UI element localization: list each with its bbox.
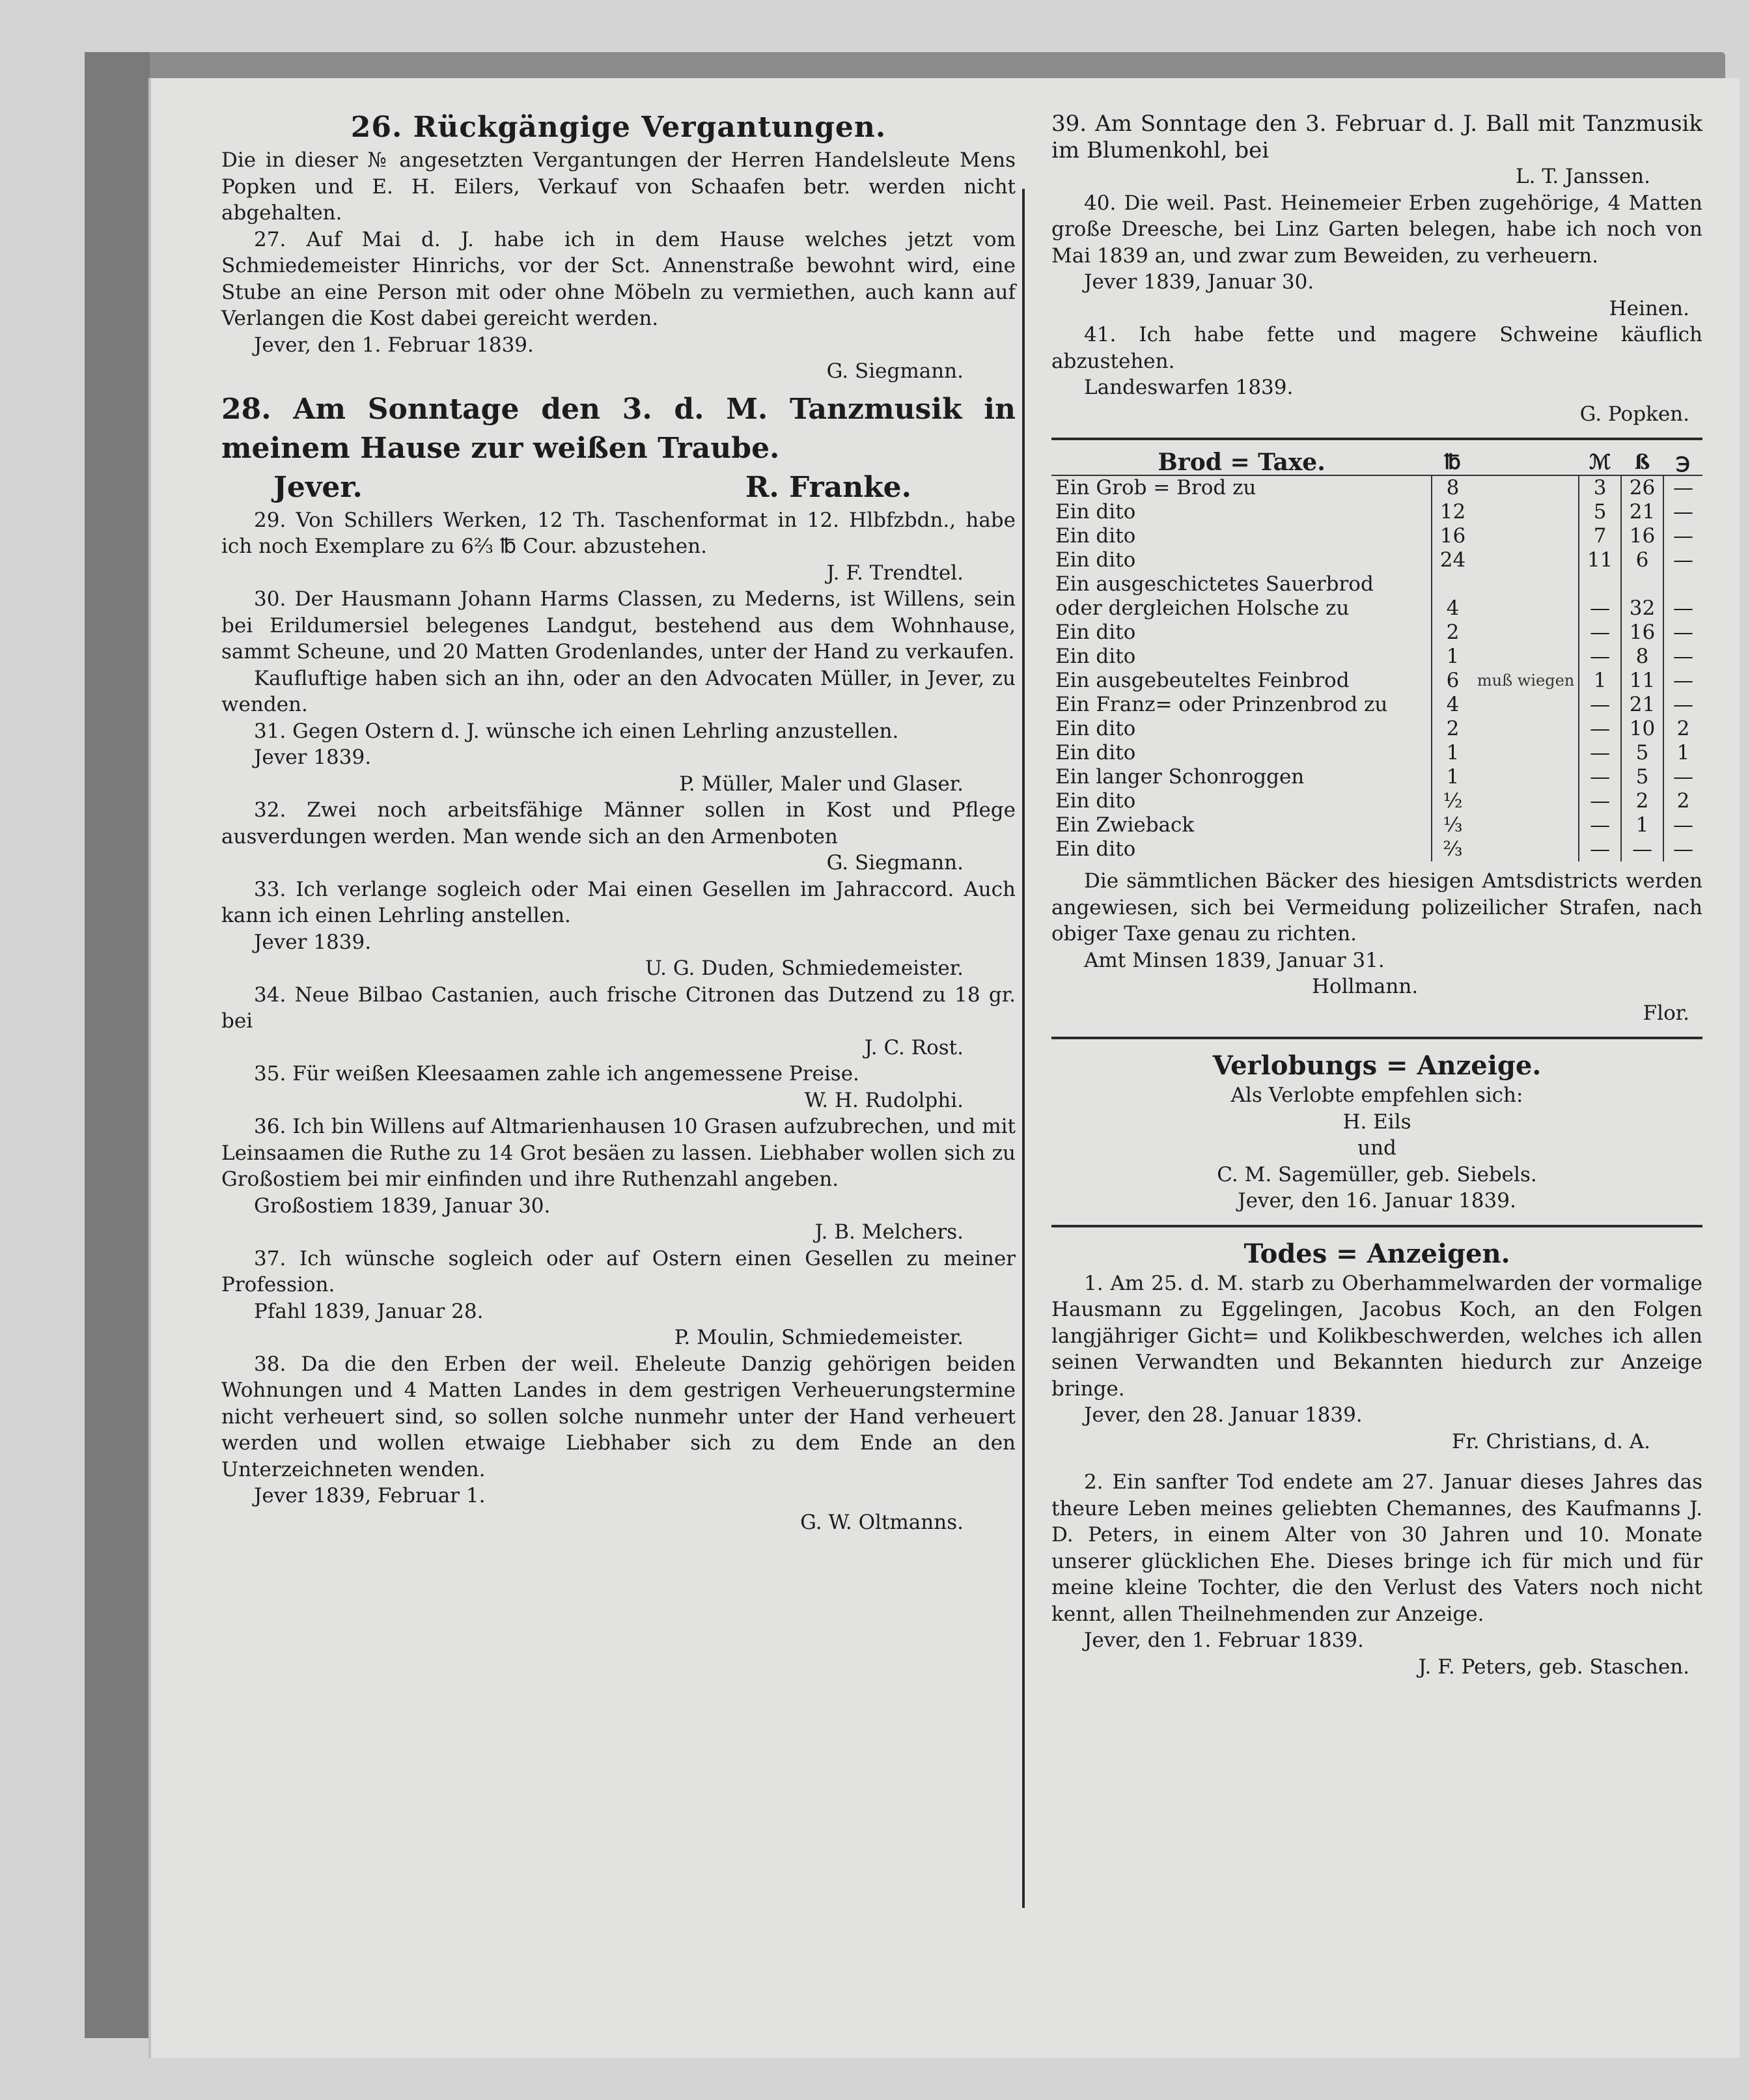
bread-price-cell: 2 <box>1432 621 1473 645</box>
bread-price-cell: — <box>1663 596 1702 621</box>
bread-item-label: Ein Grob = Brod zu <box>1055 476 1257 499</box>
bread-price-row <box>1051 789 1702 813</box>
notice-31-signature: P. Müller, Maler und Glaser. <box>679 772 964 796</box>
notice-36-text: 36. Ich bin Willens auf Altmarienhausen 10 Grasen aufzubrechen, und mit Leinsaamen die Ruthe zu 14 Grot besäen zu lassen. Liebhaber wollen sich zu Großostiem bei mir einfinden und ihre Ruthenzahl angeben. <box>221 1115 1016 1191</box>
engagement-place: Jever, den 16. Januar 1839. <box>1238 1189 1516 1212</box>
bread-price-cell: — <box>1579 765 1621 789</box>
notice-39-text: 39. Am Sonntage den 3. Februar d. J. Ball mit Tanzmusik im Blumenkohl, bei <box>1051 111 1702 163</box>
bread-price-cell: 8 <box>1432 475 1473 500</box>
bread-price-cell: 4 <box>1432 596 1473 621</box>
bread-price-cell: 16 <box>1432 524 1473 548</box>
bread-price-cell <box>1432 572 1473 596</box>
notice-40-signature: Heinen. <box>1609 296 1689 320</box>
bread-price-row <box>1051 813 1702 837</box>
bread-price-row <box>1051 669 1702 693</box>
death-notice-1-signature: Fr. Christians, d. A. <box>1451 1429 1650 1453</box>
weight-unit-cell <box>1473 548 1579 572</box>
notice-31-place: Jever 1839. <box>254 746 372 769</box>
bread-price-cell: 16 <box>1621 621 1663 645</box>
death-notice-1-place: Jever, den 28. Januar 1839. <box>1084 1403 1363 1427</box>
notice-41-place: Landeswarfen 1839. <box>1084 376 1294 399</box>
notice-29-text: 29. Von Schillers Werken, 12 Th. Taschenformat in 12. Hlbfzbdn., habe ich noch Exemplare zu 6⅔ ℔ Cour. abzustehen. <box>221 508 1016 558</box>
header-pound: ℔ <box>1432 451 1473 475</box>
bread-item-label: Ein dito <box>1055 645 1136 668</box>
bread-price-cell: — <box>1663 765 1702 789</box>
bread-price-cell: — <box>1663 475 1702 500</box>
notice-37-text: 37. Ich wünsche sogleich oder auf Ostern einen Gesellen zu meiner Profession. <box>221 1246 1016 1296</box>
header-unit <box>1473 451 1579 475</box>
engagement-line: Als Verlobte empfehlen sich: <box>1230 1084 1523 1107</box>
notice-30-text2: Kaufluftige haben sich an ihn, oder an den Advocaten Müller, in Jever, zu wenden. <box>221 666 1016 716</box>
death-notice-1-text: 1. Am 25. d. M. starb zu Oberhammelwarden der vormalige Hausmann zu Eggelingen, Jacobus Koch, an den Folgen langjähriger Gicht= und Kolikbeschwerden, welches ich allen seinen Verwandten und Bekannten hiedurch zur Anzeige bringe. <box>1051 1271 1702 1401</box>
bread-price-cell: — <box>1663 621 1702 645</box>
section-rule <box>1051 438 1702 440</box>
weight-unit-cell <box>1473 500 1579 524</box>
weight-unit-cell <box>1473 717 1579 741</box>
taxe-signature-2: Flor. <box>1643 1001 1689 1025</box>
bread-price-cell <box>1621 572 1663 596</box>
bread-price-cell: 11 <box>1579 548 1621 572</box>
bread-price-row <box>1051 548 1702 572</box>
taxe-notice-text: Die sämmtlichen Bäcker des hiesigen Amtsdistricts werden angewiesen, sich bei Vermeidung polizeilicher Strafen, nach obiger Taxe genau zu richten. <box>1051 869 1702 945</box>
notice-32-text: 32. Zwei noch arbeitsfähige Männer sollen in Kost und Pflege ausverdungen werden. Man wende sich an den Armenboten <box>221 798 1016 848</box>
header-mark: ℳ <box>1579 451 1621 475</box>
engagement-title: Verlobungs = Anzeige. <box>1212 1050 1542 1081</box>
notice-33-text: 33. Ich verlange sogleich oder Mai einen Gesellen im Jahraccord. Auch kann ich einen Lehrling anstellen. <box>221 877 1016 927</box>
bread-item-label: Ein dito <box>1055 717 1136 740</box>
notice-26-heading: 26. Rückgängige Vergantungen. <box>350 111 887 144</box>
left-column <box>221 111 1016 1535</box>
bread-price-cell: 1 <box>1432 741 1473 765</box>
bread-price-row <box>1051 596 1702 621</box>
death-notices-title: Todes = Anzeigen. <box>1243 1238 1510 1269</box>
bread-price-cell: 16 <box>1621 524 1663 548</box>
weight-unit-cell <box>1473 789 1579 813</box>
bread-price-cell: — <box>1663 500 1702 524</box>
engagement-name-1: H. Eils <box>1342 1110 1411 1134</box>
bread-price-cell <box>1579 572 1621 596</box>
notice-31-text: 31. Gegen Ostern d. J. wünsche ich einen Lehrling anzustellen. <box>254 719 899 743</box>
weight-unit-cell <box>1473 524 1579 548</box>
bread-price-cell: 26 <box>1621 475 1663 500</box>
notice-27-signature: G. Siegmann. <box>826 359 964 383</box>
section-rule <box>1051 1225 1702 1227</box>
bread-price-row <box>1051 572 1702 596</box>
notice-27-place: Jever, den 1. Februar 1839. <box>254 333 534 357</box>
bread-price-cell: 1 <box>1432 645 1473 669</box>
bread-price-cell: 1 <box>1621 813 1663 837</box>
notice-32-signature: G. Siegmann. <box>826 851 964 875</box>
bread-price-cell: 2 <box>1432 717 1473 741</box>
section-rule <box>1051 1037 1702 1039</box>
bread-item-label: Ein Zwieback <box>1055 813 1195 837</box>
notice-36-signature: J. B. Melchers. <box>814 1220 964 1244</box>
notice-37-signature: P. Moulin, Schmiedemeister. <box>674 1326 964 1349</box>
bread-price-cell: — <box>1663 524 1702 548</box>
bread-price-row <box>1051 717 1702 741</box>
bread-price-cell: 2 <box>1663 789 1702 813</box>
weight-unit-cell: muß wiegen <box>1477 671 1575 690</box>
notice-28-footer <box>221 468 1016 507</box>
bread-item-label: Ein ausgeschictetes Sauerbrod <box>1055 572 1374 596</box>
taxe-place: Amt Minsen 1839, Januar 31. <box>1084 948 1385 972</box>
bread-price-cell: 5 <box>1621 741 1663 765</box>
bread-price-cell: 12 <box>1432 500 1473 524</box>
notice-35-signature: W. H. Rudolphi. <box>804 1088 964 1112</box>
bread-price-row <box>1051 765 1702 789</box>
engagement-und: und <box>1357 1136 1396 1160</box>
bread-item-label: Ein dito <box>1055 837 1136 861</box>
bread-item-label: Ein dito <box>1055 500 1136 524</box>
bread-item-label: Ein Franz= oder Prinzenbrod zu <box>1055 693 1388 716</box>
notice-34-signature: J. C. Rost. <box>864 1035 964 1059</box>
bread-price-cell: 2 <box>1663 717 1702 741</box>
notice-28-text: 28. Am Sonntage den 3. d. M. Tanzmusik in meinem Hause zur weißen Traube. <box>221 392 1016 465</box>
bread-item-label: oder dergleichen Holsche zu <box>1055 596 1350 620</box>
bread-price-cell: 24 <box>1432 548 1473 572</box>
bread-price-cell: 21 <box>1621 500 1663 524</box>
bread-price-row <box>1051 524 1702 548</box>
bread-price-cell: — <box>1663 813 1702 837</box>
notice-40-text: 40. Die weil. Past. Heinemeier Erben zugehörige, 4 Matten große Dreesche, bei Linz Garten belegen, habe ich noch von Mai 1839 an, und zwar zum Beweiden, zu verheuern. <box>1051 191 1702 268</box>
notice-41-signature: G. Popken. <box>1579 402 1689 426</box>
weight-unit-cell <box>1473 621 1579 645</box>
bread-price-cell: — <box>1621 837 1663 861</box>
weight-unit-cell <box>1473 693 1579 717</box>
bread-item-label: Ein dito <box>1055 548 1136 572</box>
bread-item-label: Ein dito <box>1055 789 1136 813</box>
notice-38-place: Jever 1839, Februar 1. <box>254 1484 486 1507</box>
notice-29-signature: J. F. Trendtel. <box>826 561 964 585</box>
bread-price-cell: 1 <box>1579 669 1621 693</box>
bread-price-cell: 2 <box>1621 789 1663 813</box>
bread-price-cell: ⅔ <box>1432 837 1473 861</box>
bread-price-cell: — <box>1663 669 1702 693</box>
bread-price-cell <box>1663 572 1702 596</box>
engagement-name-2: C. M. Sagemüller, geb. Siebels. <box>1217 1162 1537 1186</box>
bread-price-cell: 1 <box>1432 765 1473 789</box>
bread-price-cell: 5 <box>1579 500 1621 524</box>
bread-price-cell: 6 <box>1432 669 1473 693</box>
book-spine <box>85 52 150 2038</box>
bread-price-cell: 11 <box>1621 669 1663 693</box>
bread-price-cell: — <box>1579 837 1621 861</box>
notice-26-text: Die in dieser № angesetzten Vergantungen der Herren Handelsleute Mens Popken und E. H. Eilers, Verkauf von Schaafen betr. werden nicht abgehalten. <box>221 148 1016 225</box>
bread-price-cell: ⅓ <box>1432 813 1473 837</box>
weight-unit-cell <box>1473 475 1579 500</box>
bread-price-row <box>1051 741 1702 765</box>
header-penny: ℈ <box>1663 451 1702 475</box>
bread-price-cell: — <box>1663 837 1702 861</box>
notice-40-place: Jever 1839, Januar 30. <box>1084 270 1314 294</box>
bread-price-cell: — <box>1579 596 1621 621</box>
bread-price-cell: 3 <box>1579 475 1621 500</box>
notice-30-text: 30. Der Hausmann Johann Harms Classen, zu Mederns, ist Willens, sein bei Erildumersiel belegenes Landgut, bestehend aus dem Wohnhause, sammt Scheune, und 20 Matten Grodenlandes, unter der Hand zu verkaufen. <box>221 587 1016 664</box>
death-notice-2-place: Jever, den 1. Februar 1839. <box>1084 1629 1364 1652</box>
bread-price-cell: 7 <box>1579 524 1621 548</box>
bread-price-cell: 1 <box>1663 741 1702 765</box>
bread-price-cell: 32 <box>1621 596 1663 621</box>
bread-price-cell: 4 <box>1432 693 1473 717</box>
bread-price-cell: 10 <box>1621 717 1663 741</box>
bread-price-cell: — <box>1663 693 1702 717</box>
bread-price-cell: 6 <box>1621 548 1663 572</box>
notice-33-signature: U. G. Duden, Schmiedemeister. <box>645 957 964 980</box>
bread-item-label: Ein ausgebeuteltes Feinbrod <box>1055 669 1350 692</box>
bread-item-label: Ein langer Schonroggen <box>1055 765 1305 789</box>
notice-36-place: Großostiem 1839, Januar 30. <box>254 1194 551 1218</box>
weight-unit-cell <box>1473 572 1579 596</box>
bread-price-row <box>1051 645 1702 669</box>
bread-price-table <box>1051 451 1702 861</box>
bread-item-label: Ein dito <box>1055 621 1136 644</box>
bread-price-cell: 8 <box>1621 645 1663 669</box>
bread-price-cell: — <box>1663 548 1702 572</box>
bread-price-cell: — <box>1579 789 1621 813</box>
notice-41-text: 41. Ich habe fette und magere Schweine käuflich abzustehen. <box>1051 323 1702 373</box>
notice-27-text: 27. Auf Mai d. J. habe ich in dem Hause welches jetzt vom Schmiedemeister Hinrichs, vor der Sct. Annenstraße bewohnt wird, eine Stube an eine Person mit oder ohne Möbeln zu vermiethen, auch kann auf Verlangen die Kost dabei gereicht werden. <box>221 227 1016 330</box>
header-schilling: ß <box>1621 451 1663 475</box>
bread-item-label: Ein dito <box>1055 524 1136 548</box>
bread-price-cell: — <box>1663 645 1702 669</box>
notice-35-text: 35. Für weißen Kleesaamen zahle ich angemessene Preise. <box>254 1062 859 1085</box>
weight-unit-cell <box>1473 596 1579 621</box>
bread-price-title: Brod = Taxe. <box>1051 451 1432 475</box>
bread-price-cell: 5 <box>1621 765 1663 789</box>
bread-price-rows <box>1051 475 1702 861</box>
bread-price-cell: — <box>1579 717 1621 741</box>
bread-price-cell: 21 <box>1621 693 1663 717</box>
notice-33-place: Jever 1839. <box>254 930 372 954</box>
bread-price-cell: ½ <box>1432 789 1473 813</box>
notice-37-place: Pfahl 1839, Januar 28. <box>254 1299 484 1323</box>
notice-39-signature: L. T. Janssen. <box>1516 165 1650 188</box>
bread-price-cell: — <box>1579 741 1621 765</box>
bread-price-row <box>1051 693 1702 717</box>
bread-price-cell: — <box>1579 693 1621 717</box>
bread-price-cell: — <box>1579 645 1621 669</box>
spacer <box>1051 1455 1702 1469</box>
column-divider <box>1022 189 1025 1908</box>
bread-price-cell: — <box>1579 813 1621 837</box>
death-notice-2-text: 2. Ein sanfter Tod endete am 27. Januar dieses Jahres das theure Leben meines geliebten Chemannes, des Kaufmanns J. D. Peters, in einem Alter von 30 Jahren und 10. Monate unserer glücklichen Ehe. Dieses bringe ich für mich und für meine kleine Tochter, die den Verlust des Vaters noch nicht kennt, allen Theilnehmenden zur Anzeige. <box>1051 1470 1702 1626</box>
bread-price-row <box>1051 475 1702 500</box>
death-notice-2-signature: J. F. Peters, geb. Staschen. <box>1418 1655 1689 1679</box>
weight-unit-cell <box>1473 765 1579 789</box>
weight-unit-cell <box>1473 837 1579 861</box>
right-column <box>1051 111 1702 1680</box>
taxe-signature-1: Hollmann. <box>1312 975 1419 998</box>
notice-34-text: 34. Neue Bilbao Castanien, auch frische Citronen das Dutzend zu 18 gr. bei <box>221 983 1016 1033</box>
notice-28-signature: R. Franke. <box>745 470 911 504</box>
notice-38-text: 38. Da die den Erben der weil. Eheleute Danzig gehörigen beiden Wohnungen und 4 Matten Landes in dem gestrigen Verheuerungstermine nicht verheuert sind, so sollen solche nunmehr unter der Hand verheuert werden und wollen etwaige Liebhaber sich zu dem Ende an den Unterzeichneten wenden. <box>221 1352 1016 1481</box>
bread-price-row <box>1051 621 1702 645</box>
notice-28-place: Jever. <box>273 470 363 504</box>
bread-price-row <box>1051 500 1702 524</box>
weight-unit-cell <box>1473 813 1579 837</box>
bread-price-row <box>1051 837 1702 861</box>
weight-unit-cell <box>1473 741 1579 765</box>
weight-unit-cell <box>1473 645 1579 669</box>
bread-price-cell: — <box>1579 621 1621 645</box>
bread-item-label: Ein dito <box>1055 741 1136 764</box>
notice-38-signature: G. W. Oltmanns. <box>800 1510 964 1534</box>
